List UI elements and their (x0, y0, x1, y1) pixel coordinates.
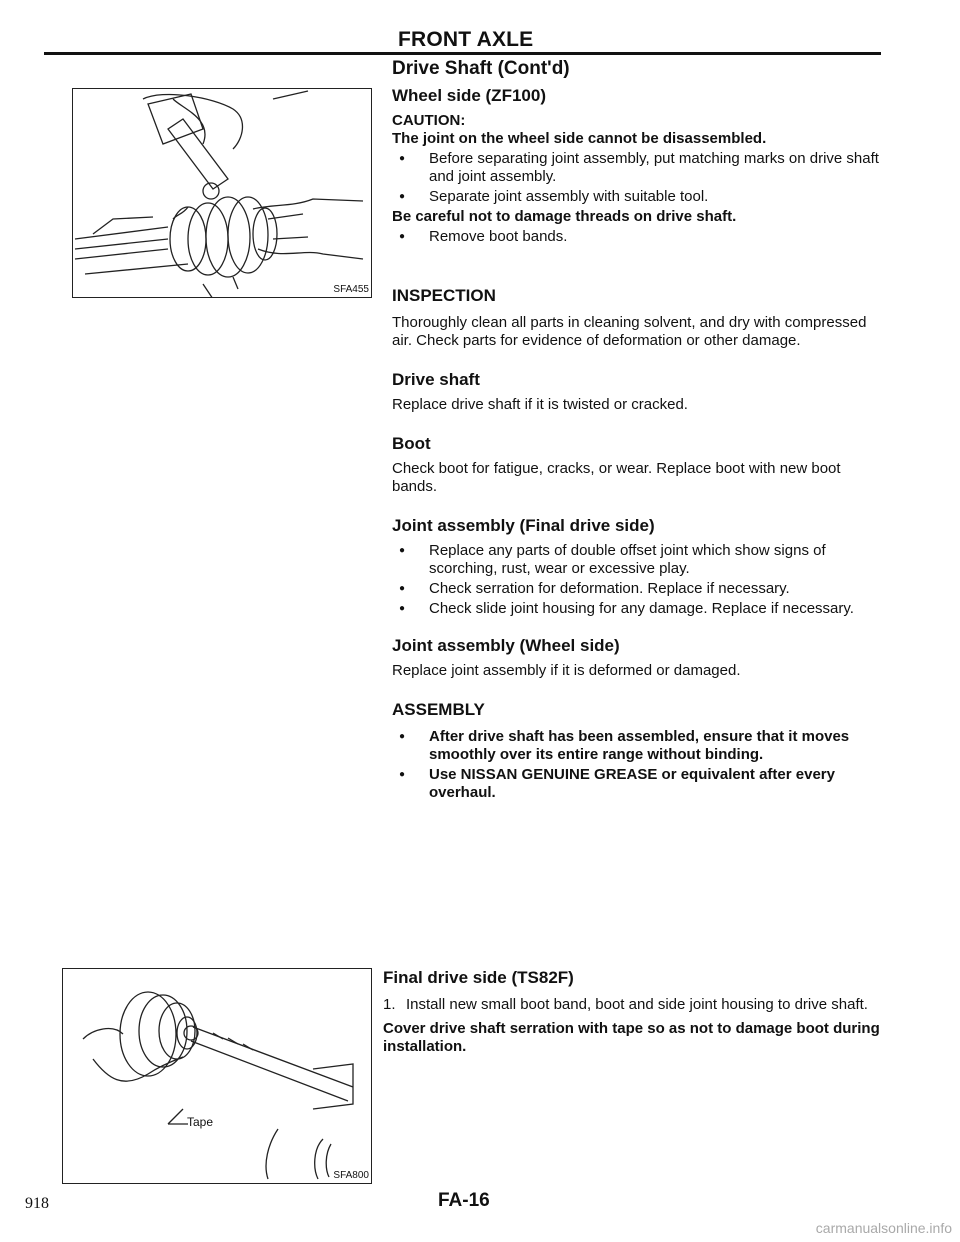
wheel-side-note: Be careful not to damage threads on drive shaft. (392, 208, 737, 225)
step-1 (383, 996, 883, 1014)
heading-boot: Boot (392, 434, 431, 453)
page-code: FA-16 (438, 1190, 490, 1211)
bullet-item: ● Separate joint assembly with suitable tool. (392, 188, 882, 206)
boot-removal-illustration (73, 89, 371, 297)
caution-text: The joint on the wheel side cannot be disassembled. (392, 130, 767, 147)
tape-serration-illustration (63, 969, 371, 1183)
final-drive-section (383, 968, 883, 1056)
bullet-item: ● Check slide joint housing for any damage. Replace if necessary. (392, 600, 882, 618)
tape-callout-label: Tape (187, 1115, 214, 1129)
heading-joint-final: Joint assembly (Final drive side) (392, 516, 655, 535)
section-title: FRONT AXLE (398, 28, 534, 51)
heading-assembly: ASSEMBLY (392, 700, 485, 719)
page-title: Drive Shaft (Cont'd) (392, 58, 570, 79)
step-text: Install new small boot band, boot and side joint housing to drive shaft. (406, 996, 868, 1013)
heading-drive-shaft: Drive shaft (392, 370, 480, 389)
bullet-item: ● Before separating joint assembly, put matching marks on drive shaft and joint assembly. (392, 150, 882, 186)
watermark: carmanualsonline.info (815, 1220, 952, 1236)
bullet-item: ● After drive shaft has been assembled, ensure that it moves smoothly over its entire range without binding. (392, 728, 882, 764)
wheel-side-bullets-2 (392, 228, 882, 246)
main-column (392, 58, 882, 804)
heading-final-drive: Final drive side (TS82F) (383, 968, 574, 987)
boot-text: Check boot for fatigue, cracks, or wear. Replace boot with new boot bands. (392, 460, 841, 495)
final-drive-note: Cover drive shaft serration with tape so as not to damage boot during installation. (383, 1020, 880, 1055)
figure-tape-serration (62, 968, 372, 1184)
joint-wheel-text: Replace joint assembly if it is deformed or damaged. (392, 662, 741, 679)
step-number: 1. (383, 996, 396, 1013)
figure-label: SFA455 (333, 284, 369, 295)
heading-joint-wheel: Joint assembly (Wheel side) (392, 636, 620, 655)
joint-final-bullets (392, 542, 882, 618)
figure-label: SFA800 (333, 1170, 369, 1181)
bullet-item: ● Remove boot bands. (392, 228, 882, 246)
page-number: 918 (25, 1195, 49, 1212)
wheel-side-bullets (392, 150, 882, 206)
heading-inspection: INSPECTION (392, 286, 496, 305)
caution-label: CAUTION: (392, 112, 466, 129)
bullet-item: ● Check serration for deformation. Replace if necessary. (392, 580, 882, 598)
inspection-text: Thoroughly clean all parts in cleaning solvent, and dry with compressed air. Check parts for evidence of deformation or other damage. (392, 314, 867, 349)
header-rule (44, 52, 881, 55)
assembly-bullets (392, 728, 882, 802)
heading-wheel-side: Wheel side (ZF100) (392, 86, 546, 105)
drive-shaft-text: Replace drive shaft if it is twisted or cracked. (392, 396, 688, 413)
bullet-item: ● Replace any parts of double offset joint which show signs of scorching, rust, wear or excessive play. (392, 542, 882, 578)
figure-boot-removal (72, 88, 372, 298)
bullet-item: ● Use NISSAN GENUINE GREASE or equivalent after every overhaul. (392, 766, 882, 802)
